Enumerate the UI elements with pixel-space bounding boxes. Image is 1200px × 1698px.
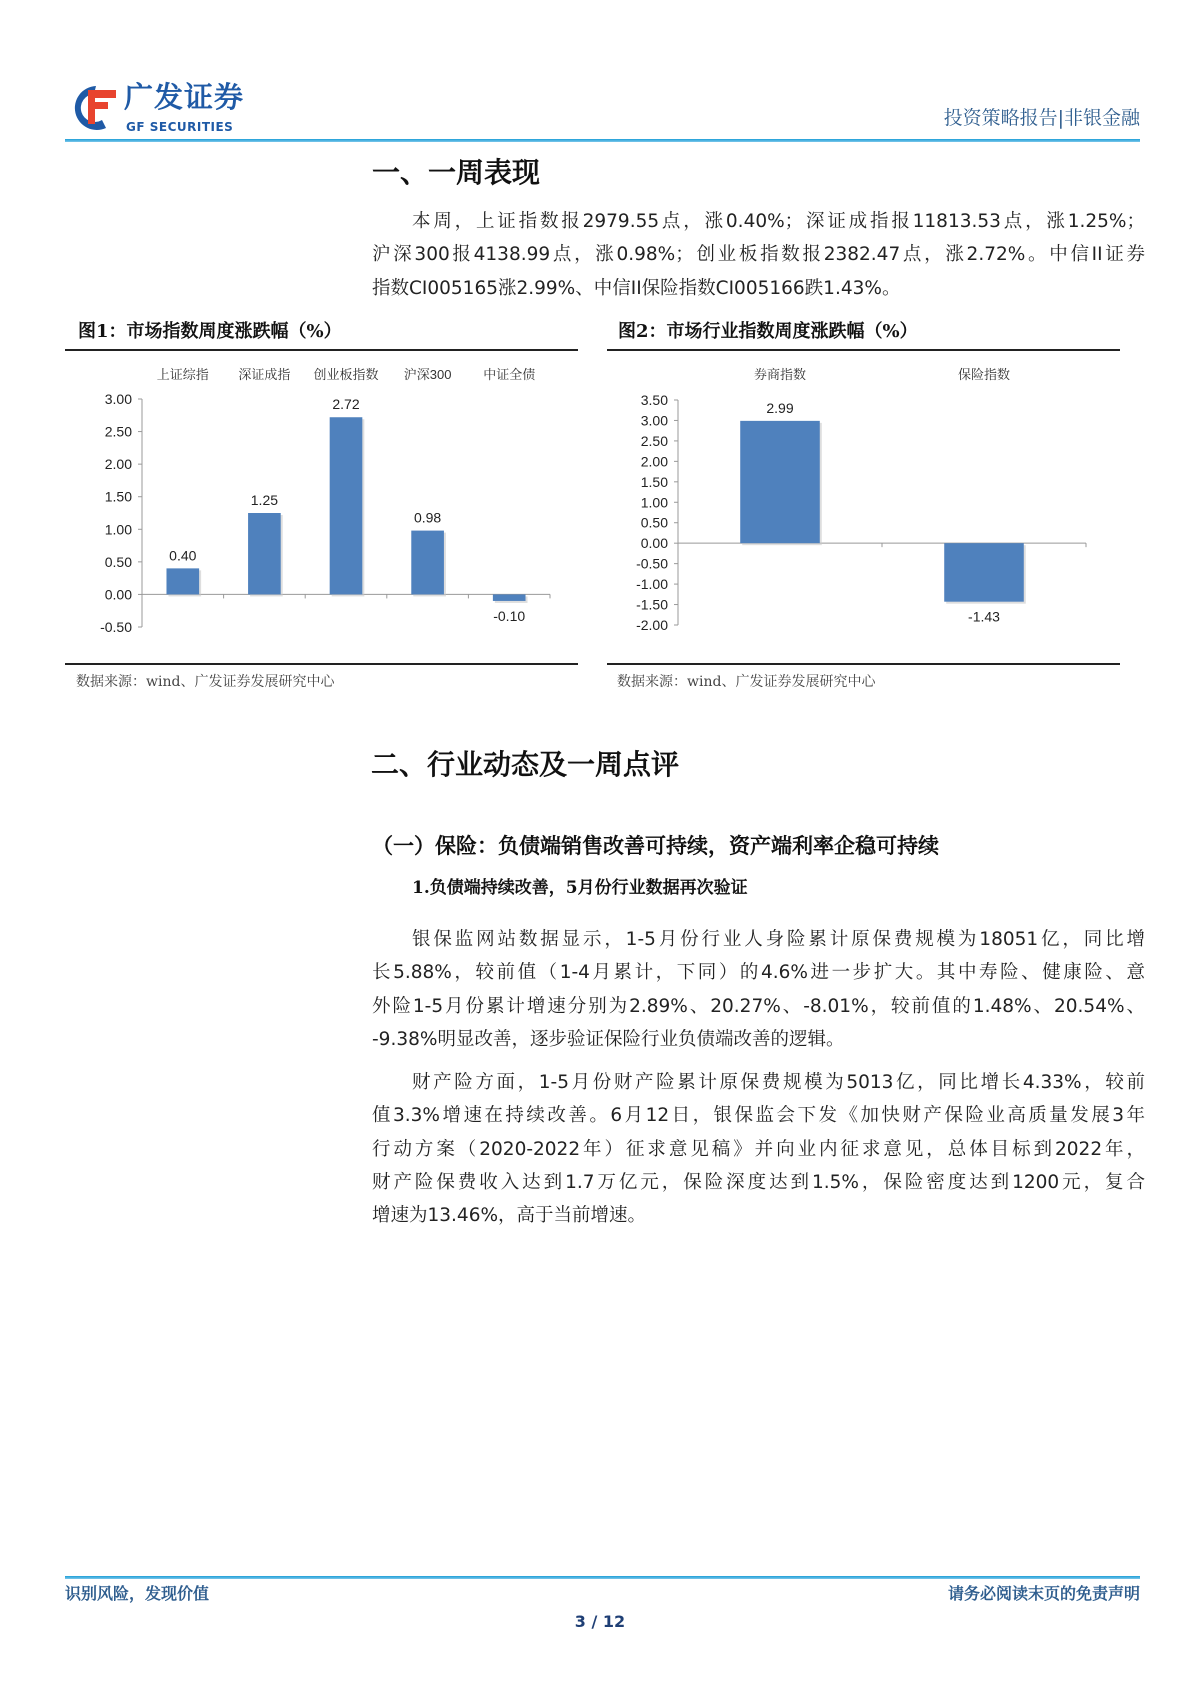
data-label: 2.99: [766, 399, 794, 416]
section1-paragraph: [372, 205, 1145, 305]
bar-1: [248, 513, 281, 594]
y-tick-label: 2.50: [640, 432, 668, 449]
y-tick-label: 1.50: [640, 473, 668, 490]
subsubsection-title: 1.负债端持续改善，5月份行业数据再次验证: [412, 878, 748, 898]
footer-slogan: 识别风险，发现价值: [65, 1584, 210, 1603]
figure2-chart: [607, 355, 1120, 660]
text-line: 行动方案（2020-2022年）征求意见稿》并向业内征求意见，总体目标到2022年，: [372, 1138, 1145, 1160]
y-tick-label: 3.50: [640, 392, 668, 408]
data-label: 2.72: [332, 396, 360, 413]
bar-4: [493, 594, 526, 601]
text-line: 财产险保费收入达到1.7万亿元，保险深度达到1.5%，保险密度达到1200元，复合: [372, 1171, 1145, 1193]
section1-title: 一、一周表现: [372, 156, 541, 189]
y-tick-label: -0.50: [100, 619, 132, 635]
category-label: 中证全债: [483, 367, 536, 382]
report-type: 投资策略报告|非银金融: [943, 107, 1140, 129]
y-tick-label: -1.50: [636, 596, 668, 613]
y-tick-label: 3.00: [640, 412, 668, 429]
y-tick-label: 2.00: [104, 456, 132, 473]
bar-0: [740, 421, 820, 543]
y-tick-label: 0.00: [640, 535, 668, 552]
subsection-title: （一）保险：负债端销售改善可持续，资产端利率企稳可持续: [372, 833, 939, 858]
text-line: 财产险方面，1-5月份财产险累计原保费规模为5013亿，同比增长4.33%，较前: [412, 1072, 1145, 1093]
figure2-title: 图2：市场行业指数周度涨跌幅（%）: [618, 321, 918, 342]
text-line: 银保监网站数据显示，1-5月份行业人身险累计原保费规模为18051亿，同比增: [412, 929, 1145, 950]
figure2-source: 数据来源：wind、广发证券发展研究中心: [617, 674, 876, 690]
bar-3: [411, 531, 444, 595]
bar-2: [330, 417, 363, 594]
category-label: 保险指数: [957, 367, 1011, 382]
bar-1: [944, 543, 1024, 602]
y-tick-label: 3.00: [104, 391, 132, 407]
page-number: 3 / 12: [574, 1612, 626, 1631]
y-tick-label: 1.50: [104, 488, 132, 505]
y-tick-label: 1.00: [640, 494, 668, 511]
paragraph-property-insurance: [372, 1066, 1145, 1232]
logo-en-text: GF SECURITIES: [126, 120, 234, 134]
logo-cn-text: 广发证券: [124, 80, 245, 114]
data-label: 0.40: [169, 547, 197, 564]
footer-disclaimer: 请务必阅读末页的免责声明: [947, 1584, 1140, 1603]
bar-0: [166, 568, 199, 594]
data-label: 0.98: [413, 509, 442, 526]
paragraph-life-insurance: [372, 923, 1145, 1056]
category-label: 上证综指: [156, 367, 209, 382]
footer-divider: [65, 1576, 1140, 1579]
y-tick-label: 2.50: [104, 423, 132, 440]
text-line: -9.38%明显改善，逐步验证保险行业负债端改善的逻辑。: [372, 1028, 845, 1050]
y-tick-label: -1.00: [636, 576, 668, 593]
text-line: 值3.3%增速在持续改善。6月12日，银保监会下发《加快财产保险业高质量发展3年: [372, 1105, 1145, 1127]
data-label: -1.43: [968, 608, 1000, 625]
y-tick-label: 1.00: [104, 521, 132, 538]
text-line: 指数CI005165涨2.99%、中信II保险指数CI005166跌1.43%。: [372, 277, 901, 299]
logo-mark-icon: [66, 82, 118, 134]
figure1-bottom-rule: [65, 663, 578, 665]
section2-title: 二、行业动态及一周点评: [371, 748, 680, 781]
figure2-bottom-rule: [607, 663, 1120, 665]
y-tick-label: 0.50: [104, 553, 132, 570]
y-tick-label: -0.50: [636, 555, 668, 572]
figure2-top-rule: [607, 349, 1120, 351]
gf-securities-logo: [66, 80, 256, 138]
category-label: 创业板指数: [313, 367, 379, 382]
figure1-source: 数据来源：wind、广发证券发展研究中心: [76, 674, 335, 690]
category-label: 深证成指: [238, 367, 291, 382]
text-line: 本周，上证指数报2979.55点，涨0.40%；深证成指报11813.53点，涨1.25%；: [412, 211, 1145, 232]
y-tick-label: -2.00: [636, 617, 668, 633]
text-line: 长5.88%，较前值（1-4月累计，下同）的4.6%进一步扩大。其中寿险、健康险、意: [372, 962, 1145, 984]
y-tick-label: 0.00: [104, 586, 132, 603]
figure1-chart: [65, 355, 578, 660]
y-tick-label: 0.50: [640, 514, 668, 531]
category-label: 沪深300: [403, 367, 452, 382]
figure1-top-rule: [65, 349, 578, 351]
data-label: 1.25: [250, 492, 279, 508]
category-label: 券商指数: [753, 367, 807, 382]
y-tick-label: 2.00: [640, 453, 668, 470]
header-divider: [65, 139, 1140, 142]
data-label: -0.10: [493, 607, 526, 624]
text-line: 外险1-5月份累计增速分别为2.89%、20.27%、-8.01%，较前值的1.48%、20.54%、: [372, 995, 1145, 1017]
figure1-title: 图1：市场指数周度涨跌幅（%）: [78, 321, 342, 342]
text-line: 沪深300报4138.99点，涨0.98%；创业板指数报2382.47点，涨2.72%。中信II证券: [372, 244, 1145, 266]
text-line: 增速为13.46%，高于当前增速。: [372, 1205, 647, 1227]
